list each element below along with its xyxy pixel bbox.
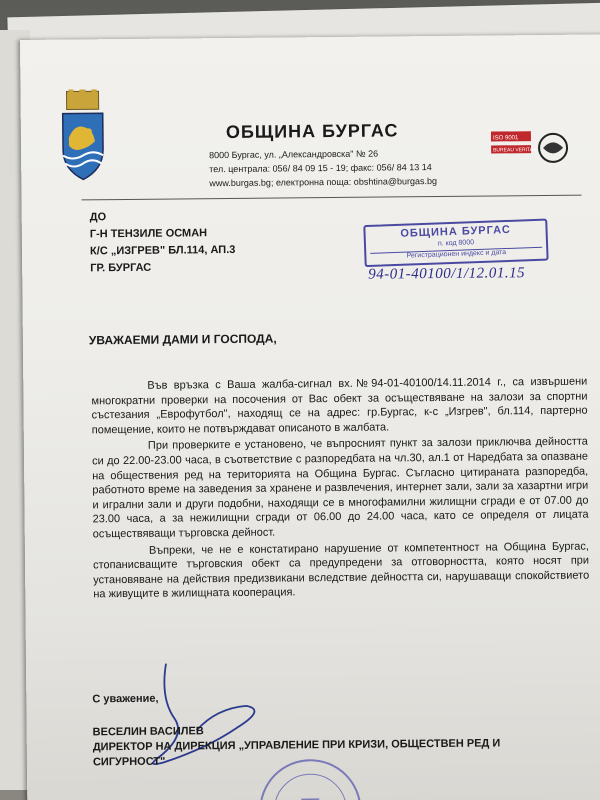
stamp-title: ОБЩИНА БУРГАС bbox=[400, 223, 512, 240]
paragraph-2: При проверките е установено, че въпросният пункт за залози приключва дейността си до 22.00-23.00 часа, в съответствие с разпоредбата на чл.30, ал.1 от Наредбата за опазване на обществения ред на територията на Община Бургас. Съгласно цитираната разпоредба, работното време на заведения за хранене и развлечения, интернет зали, зали за хазартни игри и игрални зали и други подобни, находящи се в многофамилни жилищни сгради е от 07.00 до 23.00 часа, а за нежилищни сгради от 06.00 до 24.00 часа, като се определя от лицата осъществяващи търговска дейност. bbox=[91, 435, 589, 541]
letter-body bbox=[91, 375, 589, 605]
recipient-block bbox=[90, 208, 236, 277]
closing: С уважение, bbox=[92, 692, 159, 706]
signatory-title: ДИРЕКТОР НА ДИРЕКЦИЯ „УПРАВЛЕНИЕ ПРИ КРИЗИ, ОБЩЕСТВЕН РЕД И СИГУРНОСТ" bbox=[92, 737, 501, 769]
letter-page bbox=[20, 34, 600, 800]
burgas-coat-of-arms-icon bbox=[58, 89, 107, 201]
recipient-address: К/С „ИЗГРЕВ" БЛ.114, АП.3 bbox=[89, 243, 236, 258]
org-phone: тел. централа: 056/ 84 09 15 - 19; факс: 056/ 84 13 14 bbox=[209, 162, 432, 175]
bureau-veritas-certification-icon bbox=[491, 131, 575, 166]
org-contact bbox=[209, 146, 437, 190]
org-name: ОБЩИНА БУРГАС bbox=[225, 120, 399, 143]
signatory-name: ВЕСЕЛИН ВАСИЛЕВ bbox=[92, 725, 204, 739]
recipient-name: Г-Н ТЕНЗИЛЕ ОСМАН bbox=[89, 227, 208, 241]
cert-iso-text: ISO 9001 bbox=[492, 135, 519, 142]
org-web: www.burgas.bg; електронна поща: obshtina@burgas.bg bbox=[209, 176, 438, 189]
recipient-prefix: ДО bbox=[89, 211, 107, 224]
letterhead-divider bbox=[82, 195, 582, 201]
registration-stamp bbox=[363, 219, 548, 268]
paragraph-1: Във връзка с Ваша жалба-сигнал вх.№94-01-40100/14.11.2014 г., са извършени многократни проверки на посочения от Вас обект за осъществяване на залози за спортни състезания „Еврофутбол", находящ се на адрес: гр.Бургас, к-с „Изгрев", бл.114, партерно помещение, които не потвърждават описаното в жалбата. bbox=[91, 375, 588, 437]
official-seal-icon bbox=[255, 755, 366, 800]
stamp-postcode: п. код 8000 bbox=[437, 239, 475, 248]
paragraph-3: Въпреки, че не е констатирано нарушение от компетентност на Община Бургас, стопанисващите търговския обект са предупредени за отговорността, която носят при установяване на действия предизвикани вследствие дейността си, нарушаващи спокойствието на живущите в жилищната кооперация. bbox=[92, 540, 590, 601]
greeting: УВАЖАЕМИ ДАМИ И ГОСПОДА, bbox=[88, 331, 277, 348]
recipient-city: ГР. БУРГАС bbox=[90, 261, 152, 275]
stamp-label: Регистрационен индекс и дата bbox=[370, 247, 542, 261]
cert-badge-text: BUREAU VERITAS bbox=[493, 147, 537, 154]
org-address: 8000 Бургас, ул. „Александровска" № 26 bbox=[209, 148, 379, 161]
registration-number: 94-01-40100/1/12.01.15 bbox=[368, 265, 526, 283]
